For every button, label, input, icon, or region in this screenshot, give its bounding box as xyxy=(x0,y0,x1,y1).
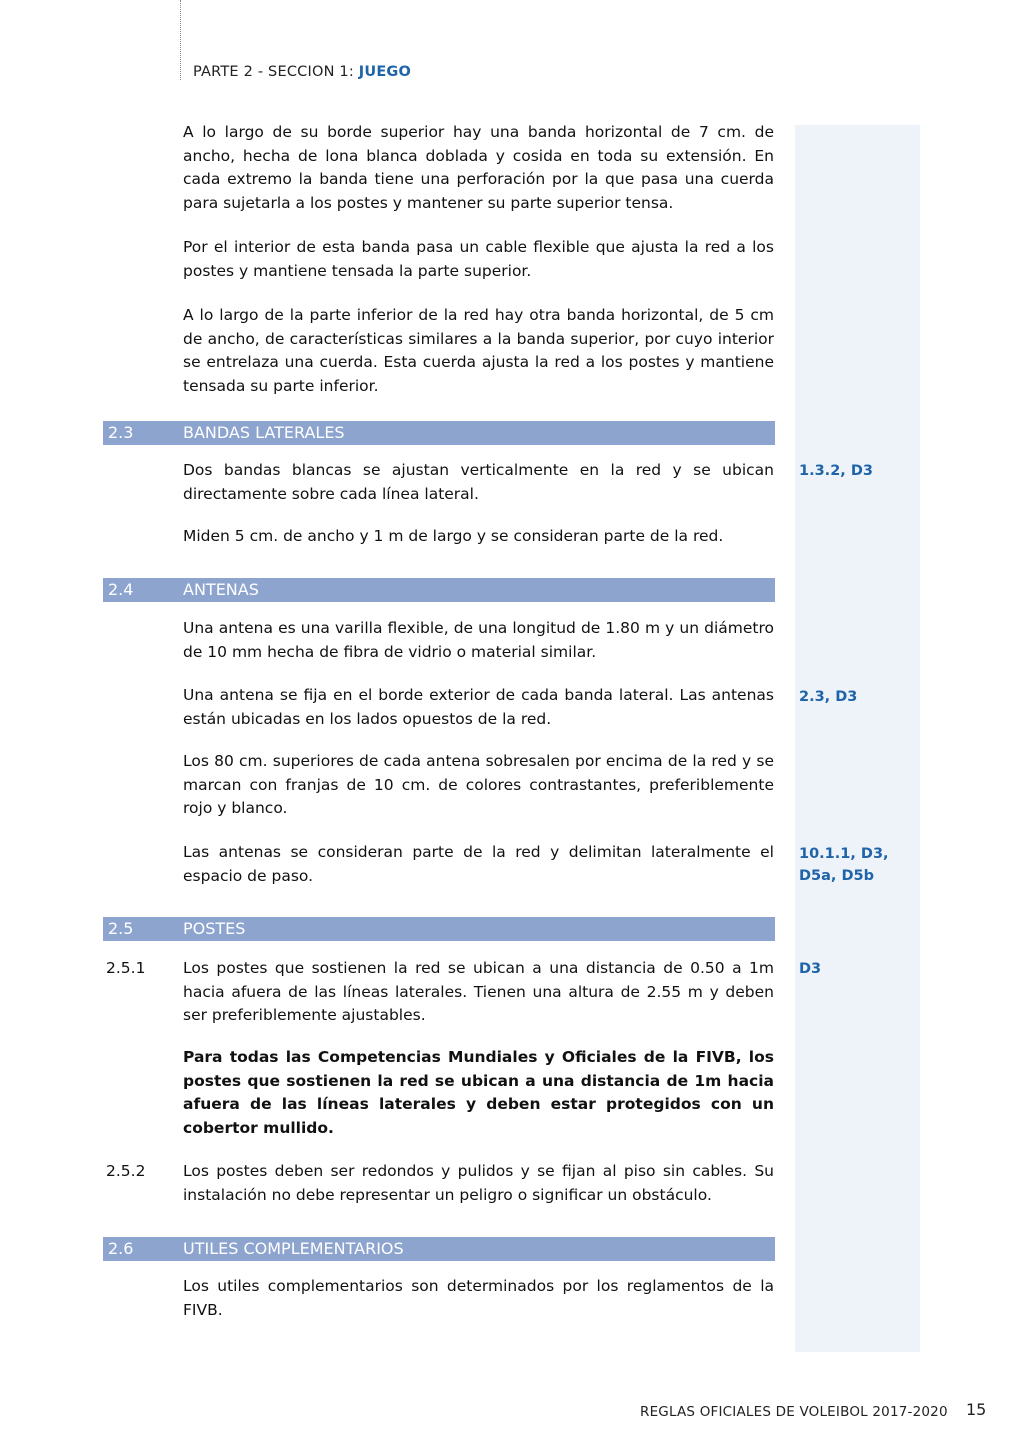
paragraph: Los postes deben ser redondos y pulidos y se fijan al piso sin cables. Su instalación no debe representar un peligro o significar un obstáculo. xyxy=(183,1162,774,1204)
section-title: UTILES COMPLEMENTARIOS xyxy=(183,1239,404,1258)
paragraph: Los postes que sostienen la red se ubican a una distancia de 0.50 a 1m hacia afuera de las líneas laterales. Tienen una altura de 2.55 m y deben ser preferiblemente ajustables. xyxy=(183,959,774,1024)
section-header-2-6 xyxy=(103,1237,775,1261)
paragraph: Una antena se fija en el borde exterior de cada banda lateral. Las antenas están ubicadas en los lados opuestos de la red. xyxy=(183,686,774,728)
paragraph: A lo largo de su borde superior hay una banda horizontal de 7 cm. de ancho, hecha de lona blanca doblada y cosida en toda su extensión. En cada extremo la banda tiene una perforación por la que pasa una cuerda para sujetarla a los postes y mantener su parte superior tensa. xyxy=(183,123,774,212)
section-title: ANTENAS xyxy=(183,580,259,599)
header-accent: JUEGO xyxy=(358,64,412,80)
cross-reference: 2.3, D3 xyxy=(799,689,858,705)
paragraph: Dos bandas blancas se ajustan verticalmente en la red y se ubican directamente sobre cada línea lateral. xyxy=(183,461,774,503)
paragraph: A lo largo de la parte inferior de la red hay otra banda horizontal, de 5 cm de ancho, de características similares a la banda superior, por cuyo interior se entrelaza una cuerda. Esta cuerda ajusta la red a los postes y mantiene tensada su parte inferior. xyxy=(183,306,774,395)
rule-number: 2.5.1 xyxy=(106,959,146,977)
margin-rule xyxy=(180,0,181,80)
section-number: 2.4 xyxy=(108,580,134,599)
cross-reference: D3 xyxy=(799,961,822,977)
paragraph: Las antenas se consideran parte de la red y delimitan lateralmente el espacio de paso. xyxy=(183,843,774,885)
section-header-2-3 xyxy=(103,421,775,445)
rule-number: 2.5.2 xyxy=(106,1162,146,1180)
cross-reference: D5a, D5b xyxy=(799,868,874,884)
paragraph: Los utiles complementarios son determinados por los reglamentos de la FIVB. xyxy=(183,1277,774,1319)
paragraph: Miden 5 cm. de ancho y 1 m de largo y se consideran parte de la red. xyxy=(183,527,724,545)
footer-title: REGLAS OFICIALES DE VOLEIBOL 2017-2020 xyxy=(640,1404,948,1420)
paragraph-emphasis: Para todas las Competencias Mundiales y Oficiales de la FIVB, los postes que sostienen la red se ubican a una distancia de 1m hacia afuera de las líneas laterales y deben estar protegidos con un cobertor mullido. xyxy=(183,1048,774,1137)
section-number: 2.5 xyxy=(108,919,134,938)
section-title: POSTES xyxy=(183,919,246,938)
header-prefix: PARTE 2 - SECCION 1: xyxy=(193,64,359,80)
page-header xyxy=(193,64,411,80)
cross-reference: 1.3.2, D3 xyxy=(799,463,873,479)
section-number: 2.6 xyxy=(108,1239,134,1258)
reference-column xyxy=(795,125,920,1352)
section-title: BANDAS LATERALES xyxy=(183,423,345,442)
paragraph: Una antena es una varilla flexible, de una longitud de 1.80 m y un diámetro de 10 mm hecha de fibra de vidrio o material similar. xyxy=(183,619,774,661)
page-number: 15 xyxy=(966,1400,987,1419)
paragraph: Por el interior de esta banda pasa un cable flexible que ajusta la red a los postes y mantiene tensada la parte superior. xyxy=(183,238,774,280)
section-number: 2.3 xyxy=(108,423,134,442)
paragraph: Los 80 cm. superiores de cada antena sobresalen por encima de la red y se marcan con franjas de 10 cm. de colores contrastantes, preferiblemente rojo y blanco. xyxy=(183,752,774,817)
section-header-2-4 xyxy=(103,578,775,602)
cross-reference: 10.1.1, D3, xyxy=(799,846,889,862)
section-header-2-5 xyxy=(103,917,775,941)
